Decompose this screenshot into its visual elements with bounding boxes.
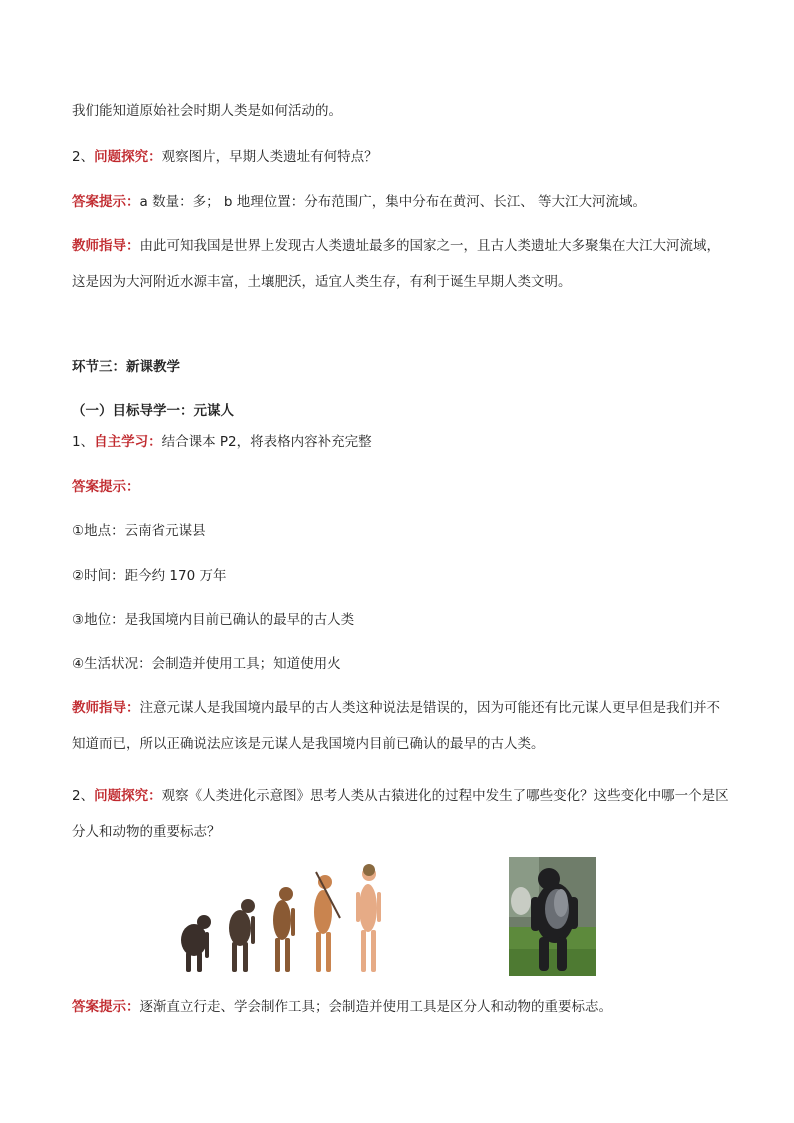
answer-hint-sites — [72, 192, 732, 212]
list-item: ②时间：距今约 170 万年 — [72, 568, 227, 584]
teacher-label: 教师指导： — [72, 700, 140, 716]
answer-label: 答案提示： — [72, 194, 140, 210]
question-evolution — [72, 778, 732, 850]
section-title: 环节三：新课教学 — [72, 359, 180, 375]
question-label: 问题探究： — [94, 149, 162, 165]
question-text: 观察图片，早期人类遗址有何特点？ — [161, 149, 378, 165]
homo-erectus-figure — [314, 875, 332, 972]
teacher-guidance-yuanmou — [72, 690, 732, 762]
question-number: 1、 — [72, 434, 95, 450]
answer-label: 答案提示： — [72, 999, 140, 1015]
answer-text: a 数量：多； b 地理位置：分布范围广，集中分布在黄河、长江、 等大江大河流域。 — [139, 194, 647, 210]
teacher-guidance-sites — [72, 228, 732, 300]
teacher-label: 教师指导： — [72, 238, 140, 254]
answer-text: 逐渐直立行走、学会制作工具；会制造并使用工具是区分人和动物的重要标志。 — [139, 999, 612, 1015]
evolution-figures-svg — [178, 858, 402, 976]
teacher-text: 注意元谋人是我国境内最早的古人类这种说法是错误的，因为可能还有比元谋人更早但是我们并不知道而已，所以正确说法应该是元谋人是我国境内目前已确认的最早的古人类。 — [72, 700, 720, 752]
teacher-text: 由此可知我国是世界上发现古人类遗址最多的国家之一，且古人类遗址大多聚集在大江大河流域，这是因为大河附近水源丰富，土壤肥沃，适宜人类生存，有利于诞生早期人类文明。 — [72, 238, 720, 290]
gorilla-photo — [509, 857, 596, 976]
question-self-study — [72, 432, 732, 452]
question-number: 2、 — [72, 149, 95, 165]
question-label: 问题探究： — [94, 788, 162, 804]
ape-figure — [181, 915, 211, 972]
modern-human-figure — [356, 867, 381, 972]
intro-line: 我们能知道原始社会时期人类是如何活动的。 — [72, 103, 342, 119]
question-label: 自主学习： — [94, 434, 162, 450]
homo-habilis-figure — [273, 887, 295, 972]
question-text: 观察《人类进化示意图》思考人类从古猿进化的过程中发生了哪些变化？这些变化中哪一个是区分人和动物的重要标志？ — [72, 788, 729, 840]
answer-label-yuanmou: 答案提示： — [72, 479, 140, 495]
human-evolution-illustration — [178, 858, 402, 976]
early-hominid-figure — [229, 899, 255, 972]
sub-title: （一）目标导学一：元谋人 — [72, 403, 234, 419]
question-text: 结合课本 P2，将表格内容补充完整 — [161, 434, 372, 450]
list-item: ①地点：云南省元谋县 — [72, 523, 206, 539]
gorilla-photo-svg — [509, 857, 596, 976]
question-number: 2、 — [72, 788, 95, 804]
list-item: ④生活状况：会制造并使用工具；知道使用火 — [72, 656, 341, 672]
list-item: ③地位：是我国境内目前已确认的最早的古人类 — [72, 612, 355, 628]
question-observe-sites — [72, 147, 732, 167]
answer-hint-evolution — [72, 997, 732, 1017]
